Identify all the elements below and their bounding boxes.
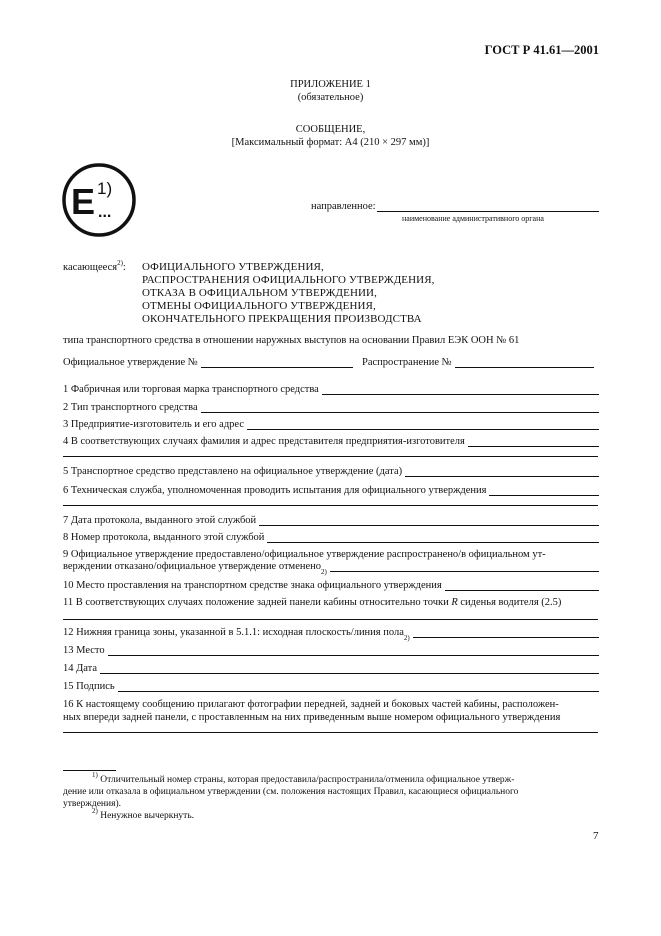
item-5[interactable]: 5 Транспортное средство представлено на официальное утверждение (дата) xyxy=(63,466,599,477)
item-11-line[interactable] xyxy=(63,619,598,620)
extension-number-field[interactable]: Распространение № xyxy=(362,357,594,368)
item-9[interactable]: верждении отказано/официальное утверждение отменено 2) xyxy=(63,561,599,572)
concerning-line-5: ОКОНЧАТЕЛЬНОГО ПРЕКРАЩЕНИЯ ПРОИЗВОДСТВА xyxy=(142,313,422,325)
concerning-line-3: ОТКАЗА В ОФИЦИАЛЬНОМ УТВЕРЖДЕНИИ, xyxy=(142,287,377,299)
item-13[interactable]: 13 Место xyxy=(63,645,599,656)
item-6-extra-line[interactable] xyxy=(63,505,598,506)
item-16-line-1: 16 К настоящему сообщению прилагают фотографии передней, задней и боковых частей кабины, расположен- xyxy=(63,699,559,710)
item-2[interactable]: 2 Тип транспортного средства xyxy=(63,402,599,413)
concerning-line-4: ОТМЕНЫ ОФИЦИАЛЬНОГО УТВЕРЖДЕНИЯ, xyxy=(142,300,376,312)
item-1[interactable]: 1 Фабричная или торговая марка транспортного средства xyxy=(63,384,599,395)
item-10[interactable]: 10 Место проставления на транспортном средстве знака официального утверждения xyxy=(63,580,599,591)
item-12[interactable]: 12 Нижняя граница зоны, указанной в 5.1.1: исходная плоскость/линия пола 2) xyxy=(63,627,599,638)
item-11: 11 В соответствующих случаях положение задней панели кабины относительно точки R сиденья водителя (2.5) xyxy=(63,597,562,608)
concerning-label: касающееся$^{2)}$: xyxy=(63,259,126,273)
e-mark-sup: 1) xyxy=(97,179,113,198)
footnote-1-line-1: $^{1)}$ Отличительный номер страны, которая предоставила/распространила/отменила официальное утверж- xyxy=(92,771,515,785)
item-6[interactable]: 6 Техническая служба, уполномоченная проводить испытания для официального утверждения xyxy=(63,485,599,496)
e-mark-letter: E xyxy=(71,181,96,222)
item-3[interactable]: 3 Предприятие-изготовитель и его адрес xyxy=(63,419,599,430)
standard-header: ГОСТ Р 41.61—2001 xyxy=(484,43,599,57)
sent-to-line[interactable] xyxy=(377,211,599,212)
item-7[interactable]: 7 Дата протокола, выданного этой службой xyxy=(63,515,599,526)
sent-to-caption: наименование административного органа xyxy=(402,214,544,223)
item-16-line-2: ных впереди задней панели, с проставленным на них приведенным выше номером официального утверждения xyxy=(63,712,561,723)
item-16-line[interactable] xyxy=(63,732,598,733)
e-mark-dots: ... xyxy=(98,204,112,221)
message-title: СООБЩЕНИЕ, xyxy=(295,124,366,135)
footnote-1-line-2: дение или отказала в официальном утверждении (см. положения настоящих Правил, касающиеся официального xyxy=(63,787,519,797)
item-4[interactable]: 4 В соответствующих случаях фамилия и адрес представителя предприятия-изготовителя xyxy=(63,436,599,447)
annex-title: ПРИЛОЖЕНИЕ 1 xyxy=(290,79,371,90)
annex-subtitle: (обязательное) xyxy=(297,92,364,103)
item-14[interactable]: 14 Дата xyxy=(63,663,599,674)
concerning-line-2: РАСПРОСТРАНЕНИЯ ОФИЦИАЛЬНОГО УТВЕРЖДЕНИЯ, xyxy=(142,274,435,286)
footnote-separator xyxy=(63,770,116,771)
message-format: [Максимальный формат: А4 (210 × 297 мм)] xyxy=(231,137,430,148)
page-number: 7 xyxy=(593,830,599,842)
approval-number-field[interactable]: Официальное утверждение № xyxy=(63,357,353,368)
footnote-1-line-3: утверждения). xyxy=(63,799,121,809)
item-4-extra-line[interactable] xyxy=(63,456,598,457)
concerning-line-1: ОФИЦИАЛЬНОГО УТВЕРЖДЕНИЯ, xyxy=(142,261,324,273)
e-mark-icon xyxy=(61,162,137,238)
footnote-2: $^{2)}$ Ненужное вычеркнуть. xyxy=(92,807,195,821)
item-15[interactable]: 15 Подпись xyxy=(63,681,599,692)
item-8[interactable]: 8 Номер протокола, выданного этой службой xyxy=(63,532,599,543)
sent-to-label: направленное: xyxy=(311,201,376,212)
item-9-line-1: 9 Официальное утверждение предоставлено/официальное утверждение распространено/в официальном ут- xyxy=(63,549,546,560)
vehicle-type-text: типа транспортного средства в отношении наружных выступов на основании Правил ЕЭК ООН № 61 xyxy=(63,335,520,346)
